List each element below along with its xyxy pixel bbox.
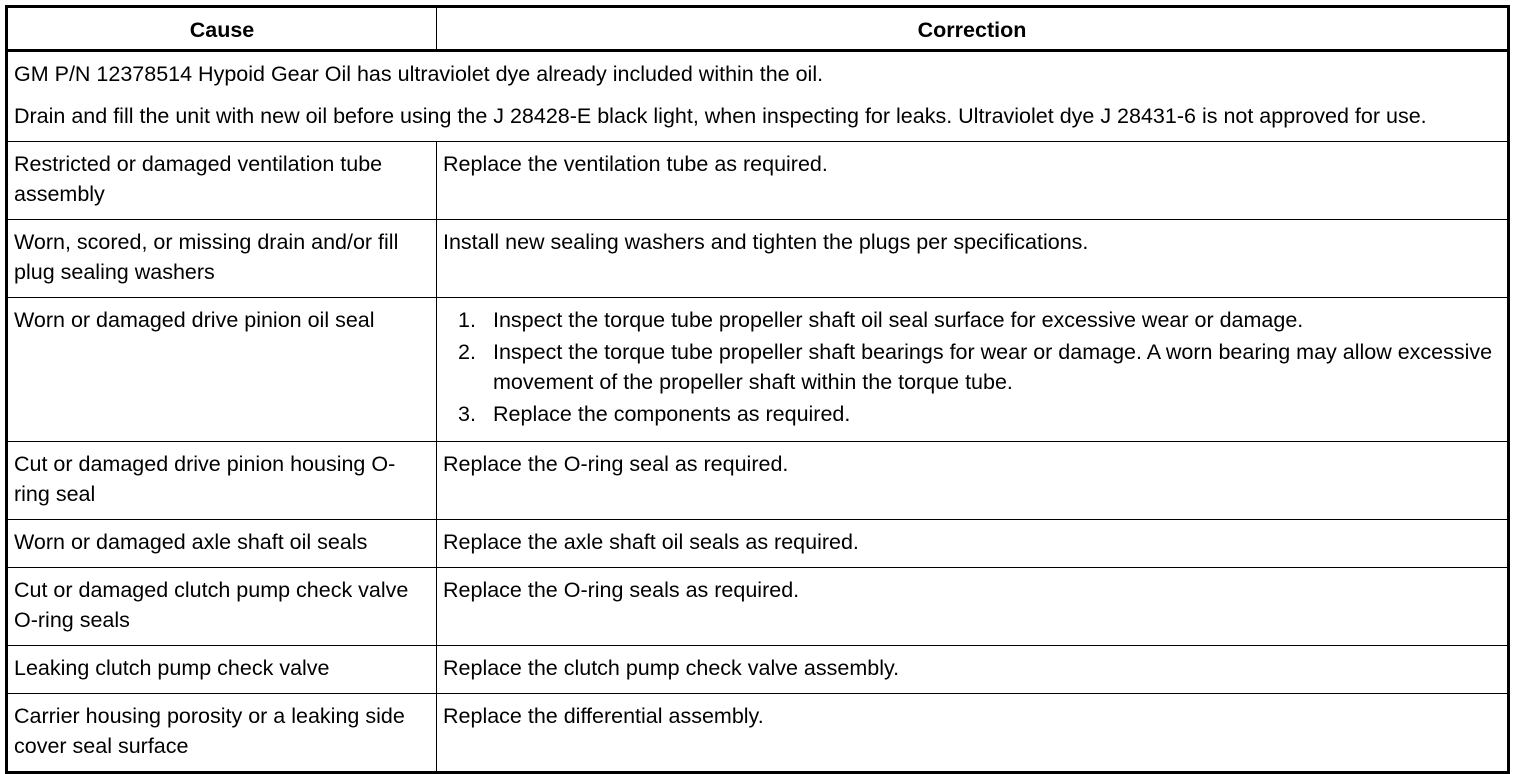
correction-cell: Replace the ventilation tube as required. (437, 142, 1509, 220)
cause-header: Cause (7, 7, 437, 51)
list-item (443, 337, 1501, 397)
note-cell (7, 51, 1509, 142)
table-row (7, 646, 1509, 694)
list-item (443, 399, 1501, 429)
correction-cell: Replace the clutch pump check valve assembly. (437, 646, 1509, 694)
cause-cell: Restricted or damaged ventilation tube assembly (7, 142, 437, 220)
correction-cell: Replace the O-ring seal as required. (437, 442, 1509, 520)
cause-correction-table (5, 5, 1510, 774)
table-row (7, 568, 1509, 646)
header-row (7, 7, 1509, 51)
table-row (7, 520, 1509, 568)
note-line-1: GM P/N 12378514 Hypoid Gear Oil has ultraviolet dye already included within the oil. (14, 62, 824, 86)
cause-cell: Cut or damaged drive pinion housing O-ring seal (7, 442, 437, 520)
step-number: 3. (458, 402, 476, 426)
correction-steps-cell (437, 298, 1509, 442)
correction-cell: Replace the differential assembly. (437, 694, 1509, 773)
note-row (7, 51, 1509, 142)
cause-cell: Worn or damaged axle shaft oil seals (7, 520, 437, 568)
correction-cell: Replace the O-ring seals as required. (437, 568, 1509, 646)
correction-cell: Replace the axle shaft oil seals as required. (437, 520, 1509, 568)
note-line-2: Drain and fill the unit with new oil before using the J 28428-E black light, when inspecting for leaks. Ultraviolet dye J 28431-6 is not approved for use. (14, 104, 1427, 128)
cause-cell: Worn, scored, or missing drain and/or fill plug sealing washers (7, 220, 437, 298)
table-row (7, 442, 1509, 520)
table-row (7, 298, 1509, 442)
cause-cell: Worn or damaged drive pinion oil seal (7, 298, 437, 442)
step-text: Replace the components as required. (493, 402, 851, 426)
step-text: Inspect the torque tube propeller shaft oil seal surface for excessive wear or damage. (493, 308, 1304, 332)
cause-cell: Leaking clutch pump check valve (7, 646, 437, 694)
step-number: 1. (458, 308, 476, 332)
cause-cell: Cut or damaged clutch pump check valve O-ring seals (7, 568, 437, 646)
step-text: Inspect the torque tube propeller shaft bearings for wear or damage. A worn bearing may allow excessive movement of the propeller shaft within the torque tube. (493, 340, 1493, 394)
table-row (7, 694, 1509, 773)
correction-cell: Install new sealing washers and tighten the plugs per specifications. (437, 220, 1509, 298)
correction-steps-list (443, 305, 1501, 429)
correction-header: Correction (437, 7, 1509, 51)
table-row (7, 220, 1509, 298)
cause-cell: Carrier housing porosity or a leaking side cover seal surface (7, 694, 437, 773)
step-number: 2. (458, 340, 476, 364)
table-row (7, 142, 1509, 220)
list-item (443, 305, 1501, 335)
